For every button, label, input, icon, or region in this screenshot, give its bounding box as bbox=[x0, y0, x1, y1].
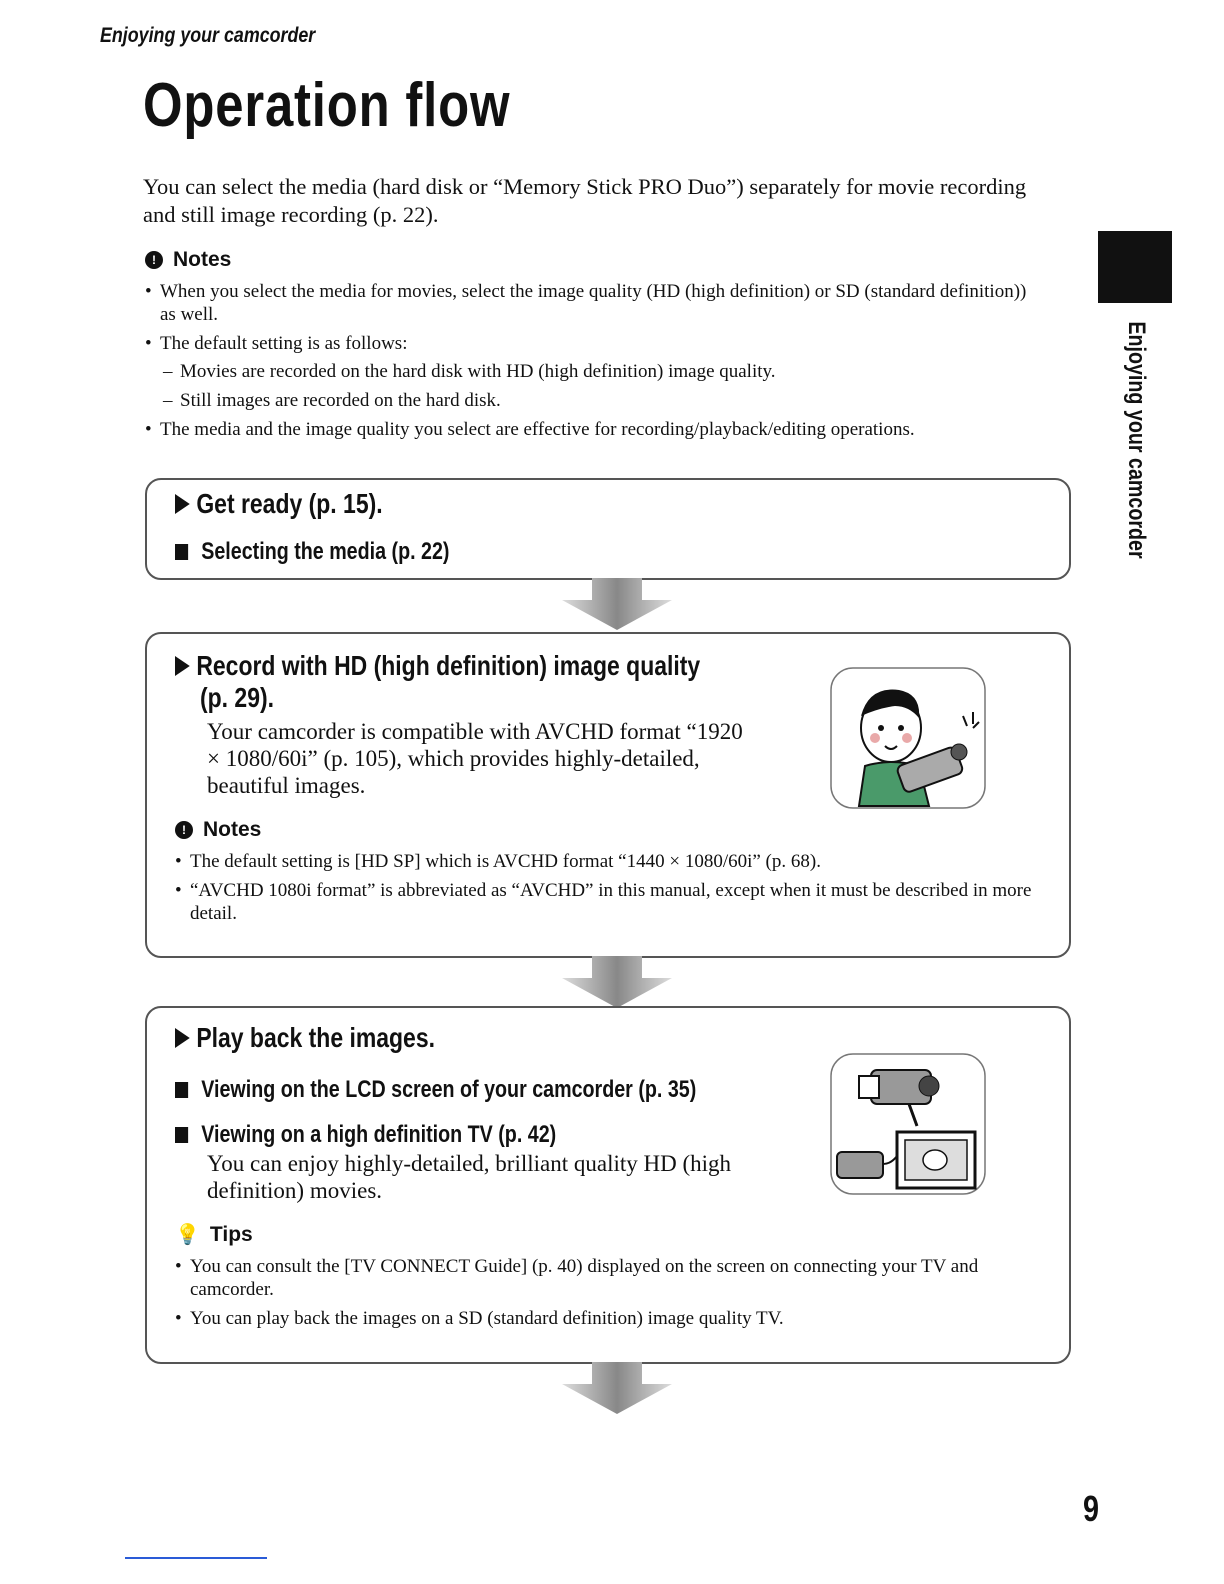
note-icon: ! bbox=[175, 821, 193, 839]
step-box-playback bbox=[145, 1006, 1071, 1364]
notes-section bbox=[145, 248, 1045, 447]
tips-section bbox=[175, 1222, 1055, 1336]
camcorder-tv-illustration bbox=[829, 1052, 989, 1198]
square-bullet-icon bbox=[175, 544, 188, 560]
footer-rule bbox=[125, 1557, 267, 1559]
page-title: Operation flow bbox=[143, 71, 511, 140]
play-arrow-icon bbox=[175, 494, 190, 514]
list-item: • The default setting is [HD SP] which is AVCHD format “1440 × 1080/60i” (p. 68). bbox=[175, 850, 1035, 873]
section-label: Enjoying your camcorder bbox=[100, 24, 316, 47]
list-item: • You can consult the [TV CONNECT Guide] (p. 40) displayed on the screen on connecting your TV and camcorder. bbox=[175, 1255, 1055, 1301]
down-arrow-icon bbox=[562, 1362, 672, 1414]
person-recording-illustration bbox=[829, 666, 989, 812]
step-title: Get ready (p. 15). bbox=[175, 488, 383, 520]
play-arrow-icon bbox=[175, 1028, 190, 1048]
play-arrow-icon bbox=[175, 656, 190, 676]
notes-section bbox=[175, 818, 1035, 931]
sidebar-chapter-label: Enjoying your camcorder bbox=[1123, 321, 1150, 559]
list-item: – Still images are recorded on the hard disk. bbox=[160, 389, 1045, 412]
down-arrow-icon bbox=[562, 578, 672, 630]
page-number: 9 bbox=[1083, 1488, 1100, 1529]
list-item: • The default setting is as follows: – Movies are recorded on the hard disk with HD (high definition) image quality. – Still images are recorded on the hard disk. bbox=[145, 332, 1045, 412]
notes-heading: ! Notes bbox=[175, 818, 1035, 842]
list-item: • You can play back the images on a SD (standard definition) image quality TV. bbox=[175, 1307, 1055, 1330]
note-icon: ! bbox=[145, 251, 163, 269]
step-title: Record with HD (high definition) image quality bbox=[175, 650, 700, 682]
list-item: • When you select the media for movies, select the image quality (HD (high definition) or SD (standard definition)) as well. bbox=[145, 280, 1045, 326]
step-title-continued: (p. 29). bbox=[200, 682, 274, 713]
step-subtitle: Viewing on the LCD screen of your camcorder (p. 35) bbox=[175, 1076, 696, 1104]
step-box-get-ready bbox=[145, 478, 1071, 580]
list-item: • The media and the image quality you select are effective for recording/playback/editing operations. bbox=[145, 418, 1045, 441]
notes-heading: ! Notes bbox=[145, 248, 1045, 272]
intro-paragraph: You can select the media (hard disk or “Memory Stick PRO Duo”) separately for movie recording and still image recording (p. 22). bbox=[143, 174, 1027, 227]
notes-list bbox=[145, 280, 1045, 441]
step-subtitle: Viewing on a high definition TV (p. 42) bbox=[175, 1121, 556, 1149]
square-bullet-icon bbox=[175, 1082, 188, 1098]
down-arrow-icon bbox=[562, 956, 672, 1008]
step-title: Play back the images. bbox=[175, 1022, 435, 1054]
chapter-tab bbox=[1098, 231, 1172, 303]
list-item: • “AVCHD 1080i format” is abbreviated as “AVCHD” in this manual, except when it must be described in more detail. bbox=[175, 879, 1035, 925]
notes-list bbox=[175, 850, 1035, 925]
step-subtitle: Selecting the media (p. 22) bbox=[175, 538, 449, 566]
tips-heading: 💡 Tips bbox=[175, 1222, 253, 1246]
step-description: Your camcorder is compatible with AVCHD format “1920 × 1080/60i” (p. 105), which provides highly-detailed, beautiful images. bbox=[207, 719, 743, 798]
tips-list bbox=[175, 1255, 1055, 1330]
step-description: You can enjoy highly-detailed, brilliant quality HD (high definition) movies. bbox=[207, 1151, 732, 1203]
list-item: – Movies are recorded on the hard disk with HD (high definition) image quality. bbox=[160, 360, 1045, 383]
square-bullet-icon bbox=[175, 1127, 188, 1143]
step-box-record bbox=[145, 632, 1071, 958]
lightbulb-icon: 💡 bbox=[175, 1224, 200, 1246]
